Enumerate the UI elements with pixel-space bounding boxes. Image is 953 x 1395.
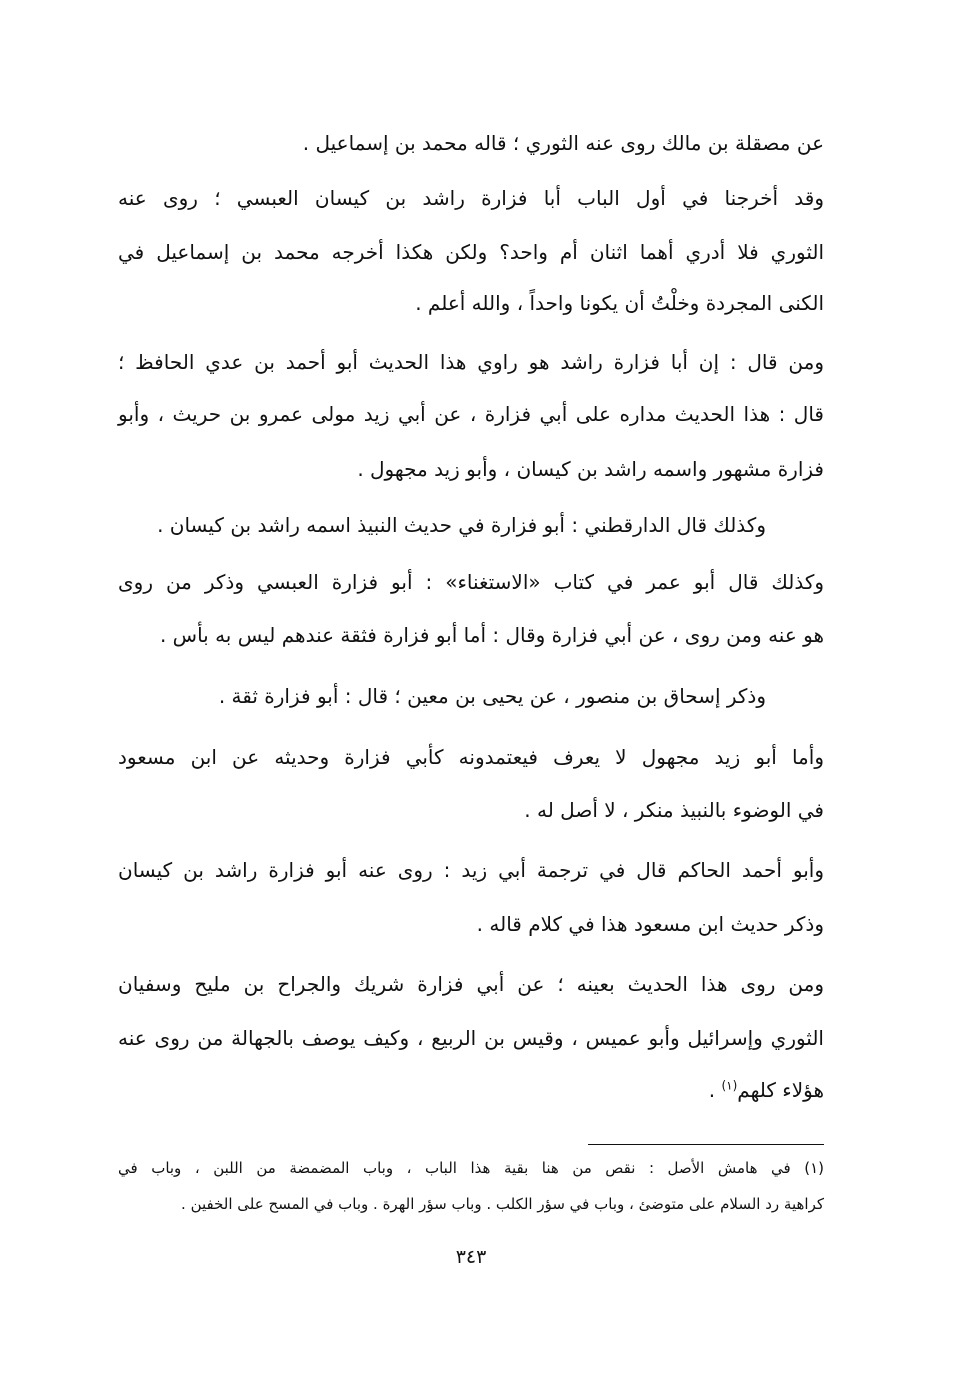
paragraph-9-line-3 bbox=[709, 1075, 824, 1105]
paragraph-9-line-2: الثوري وإسرائيل وأبو عميس ، وقيس بن الربيع ، وكيف يوصف بالجهالة من روى عنه bbox=[118, 1026, 824, 1050]
paragraph-6-line-1: وذكر إسحاق بن منصور ، عن يحيى بن معين ؛ قال : أبو فزارة ثقة . bbox=[218, 684, 766, 708]
book-page bbox=[118, 112, 824, 1332]
footnote-line-2: كراهية رد السلام على متوضئ ، وباب في سؤر الكلب . وباب سؤر الهرة . وباب في المسح على الخفين . bbox=[181, 1195, 824, 1213]
paragraph-3-line-3: فزارة مشهور واسمه راشد بن كيسان ، وأبو زيد مجهول . bbox=[357, 457, 824, 481]
paragraph-2-line-1: وقد أخرجنا في أول الباب أبا فزارة راشد بن كيسان العبسي ؛ روى عنه bbox=[118, 186, 824, 210]
footnote-separator bbox=[588, 1144, 824, 1145]
paragraph-1-line-1: عن مصقلة بن مالك روى عنه الثوري ؛ قاله محمد بن إسماعيل . bbox=[302, 131, 824, 155]
paragraph-3-line-2: قال : هذا الحديث مداره على أبي فزارة ، عن أبي زيد مولى عمرو بن حريث ، وأبو bbox=[118, 402, 824, 426]
paragraph-8-line-2: وذكر حديث ابن مسعود هذا في كلام قاله . bbox=[476, 912, 824, 936]
footnote-reference: (١) bbox=[721, 1078, 738, 1093]
paragraph-9-line-3-text: هؤلاء كلهم bbox=[737, 1078, 824, 1102]
paragraph-7-line-2: في الوضوء بالنبيذ منكر ، لا أصل له . bbox=[524, 798, 824, 822]
page-number: ٣٤٣ bbox=[455, 1246, 487, 1268]
paragraph-7-line-1: وأما أبو زيد مجهول لا يعرف فيعتمدونه كأبي فزارة وحديثه عن ابن مسعود bbox=[118, 745, 824, 769]
paragraph-2-line-3: الكنى المجردة وخلْتُ أن يكونا واحداً ، والله أعلم . bbox=[415, 291, 824, 315]
paragraph-5-line-2: هو عنه ومن روى ، عن أبي فزارة وقال : أما أبو فزارة فثقة عندهم ليس به بأس . bbox=[159, 623, 824, 647]
paragraph-9-line-1: ومن روى هذا الحديث بعينه ؛ عن أبي فزارة شريك والجراح بن مليح وسفيان bbox=[118, 972, 824, 996]
paragraph-4-line-1: وكذلك قال الدارقطني : أبو فزارة في حديث النبيذ اسمه راشد بن كيسان . bbox=[157, 513, 766, 537]
paragraph-3-line-1: ومن قال : إن أبا فزارة راشد هو راوي هذا الحديث أبو أحمد بن عدي الحافظ ؛ bbox=[118, 350, 824, 374]
paragraph-2-line-2: الثوري فلا أدري أهما اثنان أم واحد؟ ولكن هكذا أخرجه محمد بن إسماعيل في bbox=[118, 240, 824, 264]
final-period: . bbox=[708, 1078, 722, 1102]
footnote-line-1: (١) في هامش الأصل : نقص من هنا بقية هذا الباب ، وباب المضمضة من اللبن ، وباب في bbox=[118, 1159, 824, 1177]
paragraph-8-line-1: وأبو أحمد الحاكم قال في ترجمة أبي زيد : روى عنه أبو فزارة راشد بن كيسان bbox=[118, 858, 824, 882]
paragraph-5-line-1: وكذلك قال أبو عمر في كتاب «الاستغناء» : أبو فزارة العبسي وذكر من روى bbox=[118, 570, 824, 594]
